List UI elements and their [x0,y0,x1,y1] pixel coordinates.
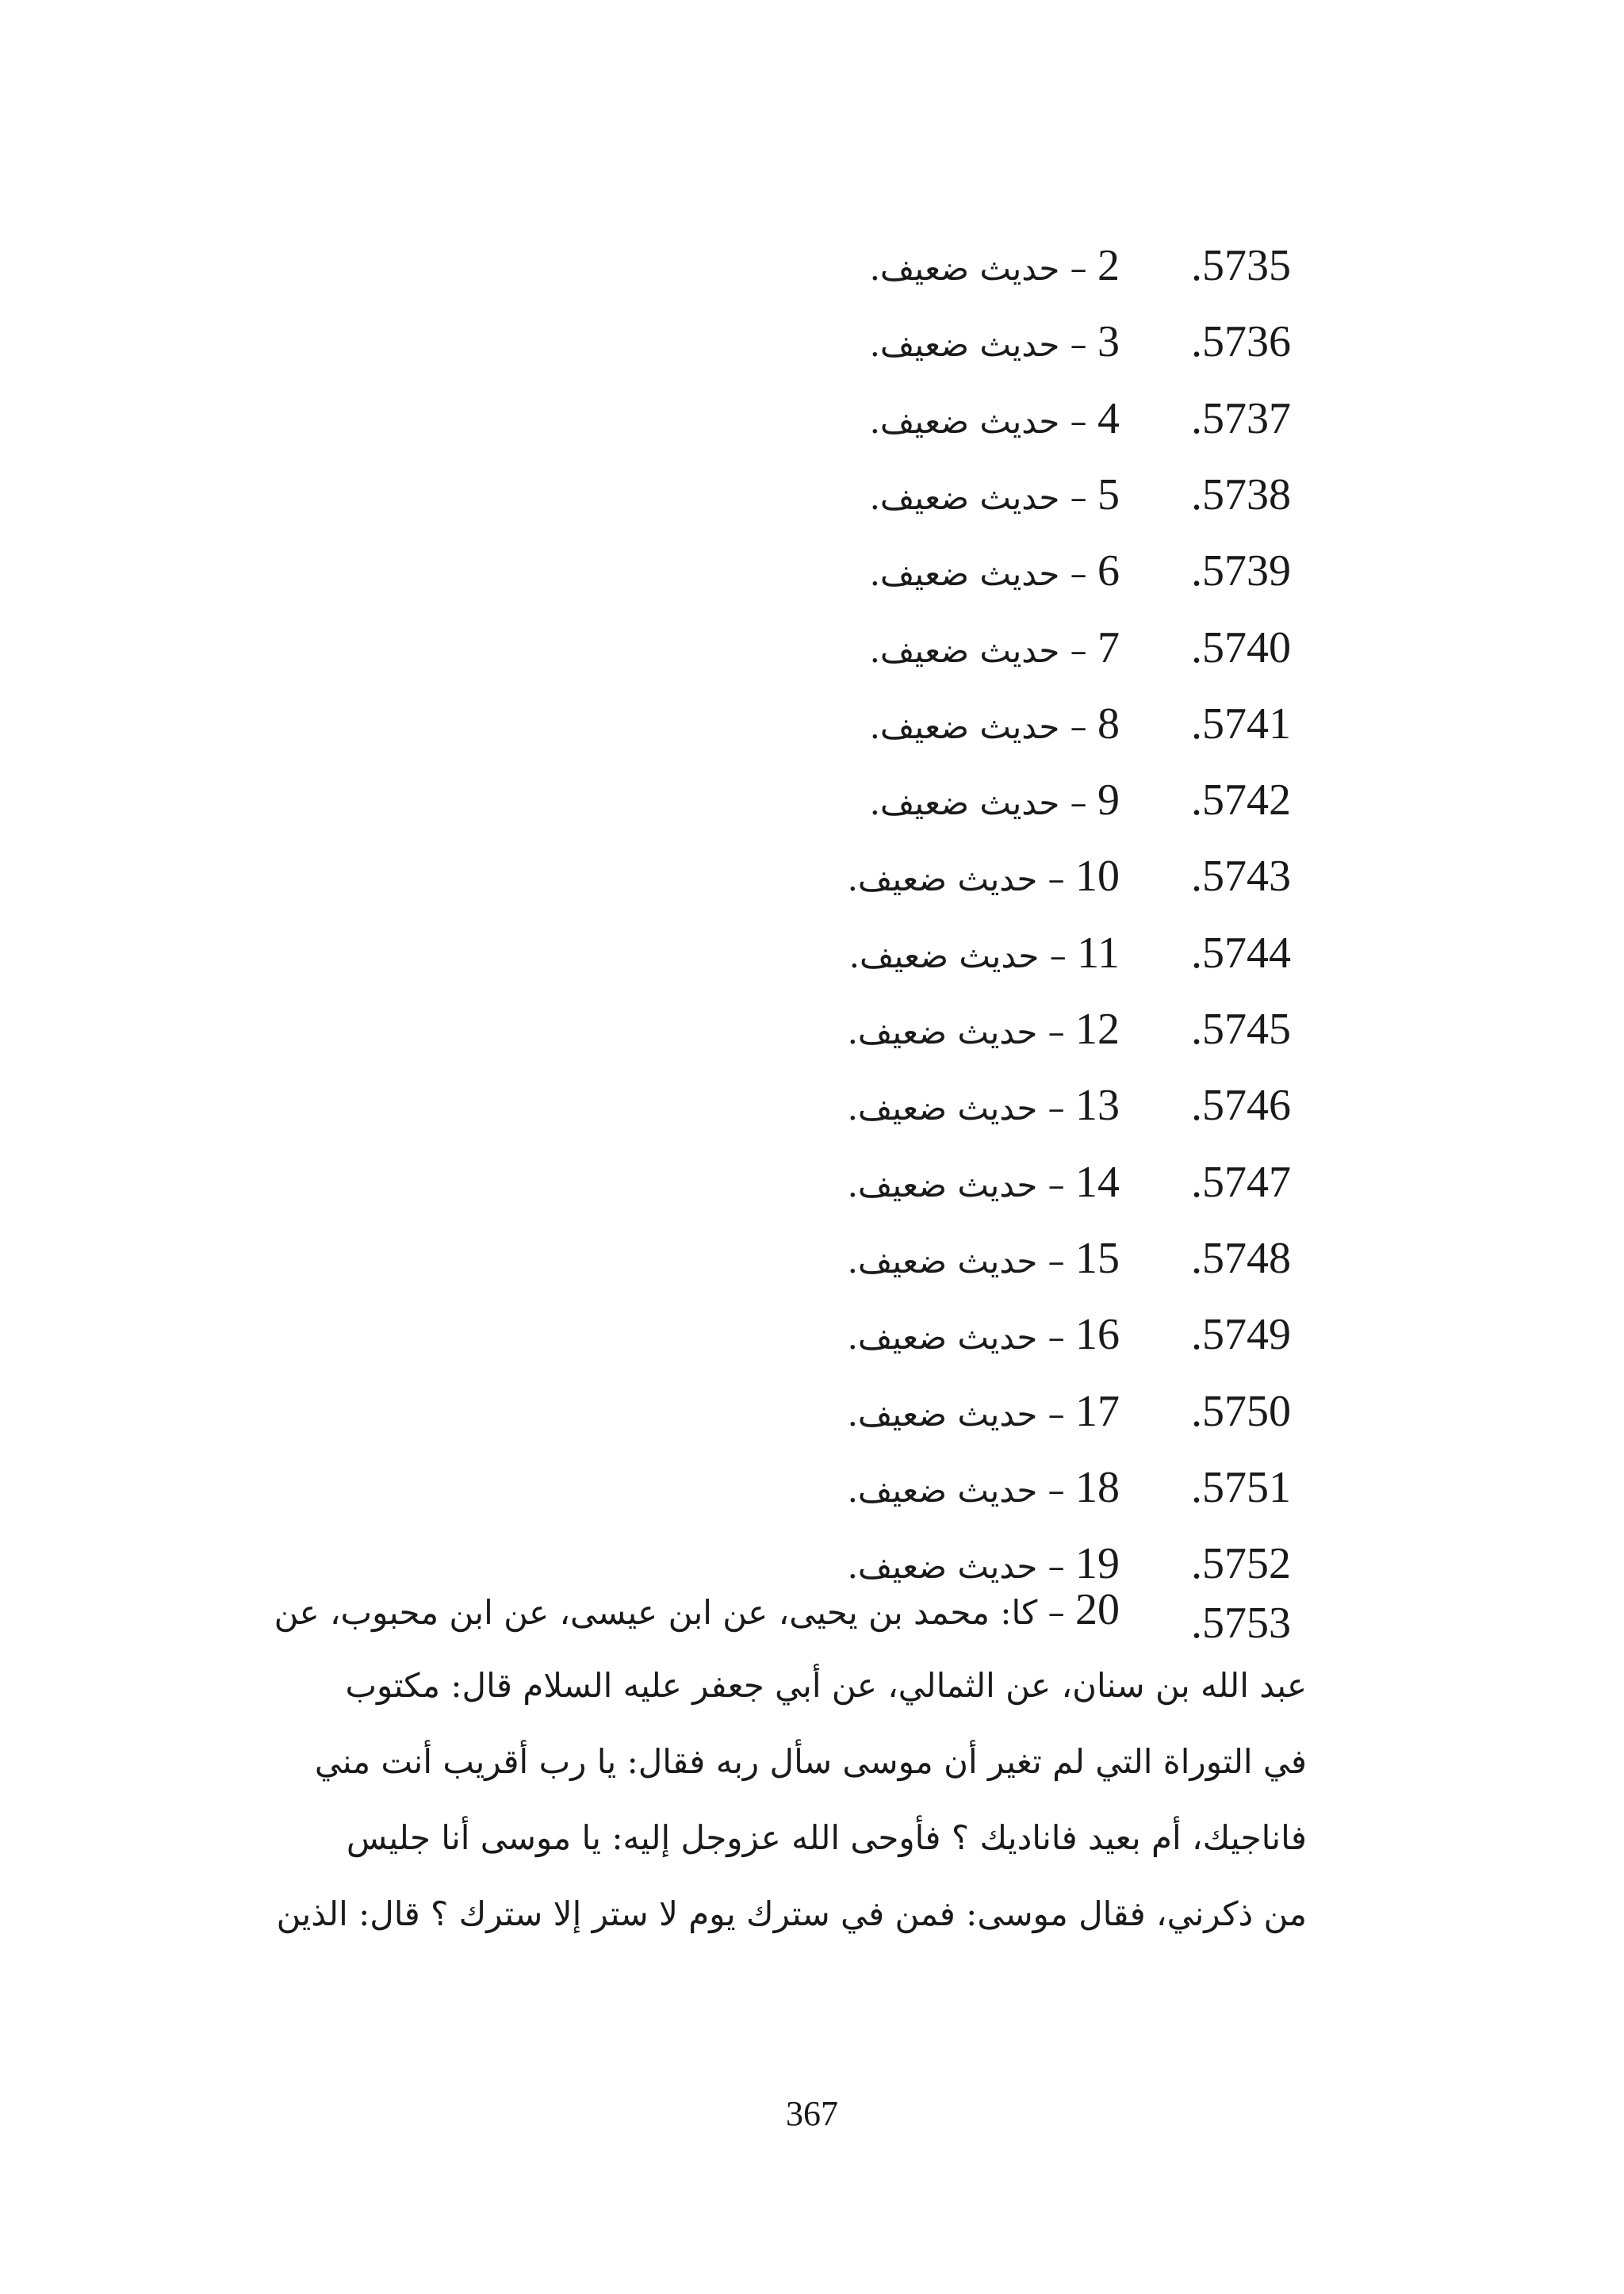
entry-text: – حديث ضعيف. [847,1166,1065,1204]
entry-number: 5747. [1191,1158,1291,1207]
hadith-line: في التوراة التي لم تغير أن موسى سأل ربه فقال: يا رب أقريب أنت مني [314,1742,1307,1781]
entry-sub-number: 2 [1097,241,1120,290]
entry-sub-number: 15 [1075,1234,1120,1283]
entry-text-group [870,383,1120,458]
entry-text-group [848,1147,1120,1221]
entry-text: – حديث ضعيف. [848,936,1067,975]
entry-text: – حديث ضعيف. [847,1395,1065,1434]
entry-text-group [848,1070,1120,1144]
entry-number: 5745. [1191,1005,1291,1054]
entry-text: – حديث ضعيف. [869,325,1087,364]
entry-number: 5740. [1191,623,1291,672]
entry-sub-number: 12 [1075,1005,1120,1054]
hadith-first-line [274,1572,1120,1651]
entry-text: – حديث ضعيف. [869,783,1087,822]
entry-number: 5737. [1191,394,1291,443]
entry-text: – حديث ضعيف. [869,554,1087,593]
entry-number: 5752. [1191,1539,1291,1588]
entry-text: – حديث ضعيف. [869,631,1087,670]
entry-sub-number: 9 [1097,776,1120,825]
entry-text: – حديث ضعيف. [847,1318,1065,1357]
entry-sub-number: 16 [1075,1310,1120,1359]
hadith-line: فاناجيك، أم بعيد فاناديك ؟ فأوحى الله عزوجل إليه: يا موسى أنا جليس [346,1818,1307,1857]
entry-text-group [849,917,1120,992]
entry-text-group [848,1452,1120,1526]
entry-text: – حديث ضعيف. [847,1089,1065,1128]
entry-number: 5746. [1191,1081,1291,1130]
entry-text: – حديث ضعيف. [847,1471,1065,1510]
entry-text: – حديث ضعيف. [847,1242,1065,1281]
entry-text: – حديث ضعيف. [847,1547,1065,1586]
entry-text-group [870,535,1120,610]
entry-text: – حديث ضعيف. [869,478,1087,517]
entry-text-group [848,1376,1120,1450]
page-number: 367 [786,2094,838,2133]
hadith-line: عبد الله بن سنان، عن الثمالي، عن أبي جعفر عليه السلام قال: مكتوب [345,1666,1307,1705]
entry-text-group [848,1299,1120,1373]
hadith-line: من ذكرني، فقال موسى: فمن في سترك يوم لا ستر إلا سترك ؟ قال: الذين [276,1894,1307,1933]
entry-number: 5739. [1191,546,1291,596]
entry-sub-number: 8 [1097,699,1120,749]
entry-sub-number: 17 [1075,1387,1120,1436]
entry-number: 5735. [1191,241,1291,290]
entry-text-group [870,688,1120,763]
entry-text: – حديث ضعيف. [869,707,1087,746]
entry-number: 5748. [1191,1234,1291,1283]
entry-text-group [848,994,1120,1068]
entry-text-group [870,230,1120,304]
entry-number: 5738. [1191,470,1291,519]
entry-number: 5751. [1191,1463,1291,1512]
entry-number: 5749. [1191,1310,1291,1359]
entry-text-group [848,1223,1120,1297]
entry-text-group [870,459,1120,534]
entry-sub-number: 5 [1097,470,1120,519]
entry-number: 5736. [1191,317,1291,366]
entry-text: – كا: محمد بن يحيى، عن ابن عيسى، عن ابن محبوب، عن [274,1593,1065,1632]
entry-sub-number: 13 [1075,1081,1120,1130]
entry-sub-number: 20 [1075,1585,1120,1634]
entry-sub-number: 3 [1097,317,1120,366]
entry-text-group [870,612,1120,687]
entry-text-group [870,306,1120,381]
entry-number: 5753. [1191,1599,1291,1648]
entry-text-group [848,841,1120,915]
entry-text: – حديث ضعيف. [847,1013,1065,1051]
entry-number: 5742. [1191,776,1291,825]
entry-number: 5750. [1191,1387,1291,1436]
entry-number: 5743. [1191,852,1291,901]
entry-text: – حديث ضعيف. [869,249,1087,288]
entry-sub-number: 19 [1075,1539,1120,1588]
entry-sub-number: 14 [1075,1158,1120,1207]
entry-text: – حديث ضعيف. [869,402,1087,441]
entry-sub-number: 18 [1075,1463,1120,1512]
entry-sub-number: 4 [1097,394,1120,443]
entry-text: – حديث ضعيف. [847,860,1065,898]
entry-sub-number: 11 [1077,929,1120,978]
entry-sub-number: 7 [1097,623,1120,672]
entry-text-group [870,764,1120,839]
entry-number: 5741. [1191,699,1291,749]
entry-number: 5744. [1191,929,1291,978]
entry-sub-number: 6 [1097,546,1120,596]
entry-sub-number: 10 [1075,852,1120,901]
